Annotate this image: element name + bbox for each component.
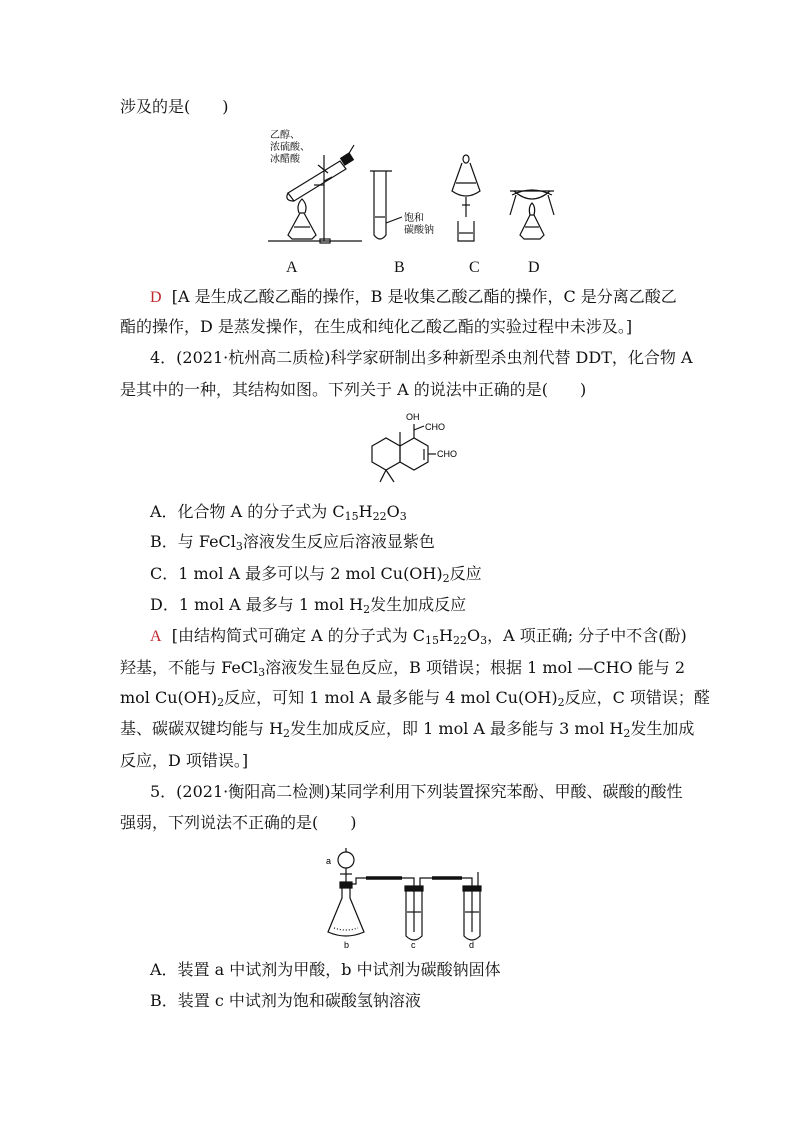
label-a: a — [326, 856, 332, 866]
q3-explanation-line-2: 酯的操作，D 是蒸发操作，在生成和纯化乙酸乙酯的实验过程中未涉及。] — [120, 317, 633, 336]
q3-stem-tail: 涉及的是( ) — [120, 97, 229, 116]
label-saturated-1: 饱和 — [404, 213, 424, 224]
q4-answer: A — [150, 628, 162, 645]
q4-explanation-line-2: 羟基，不能与 FeCl$_3$溶液发生显色反应，B 项错误；根据 1 mol —CHO 能与 2 — [120, 658, 686, 679]
q4-option-b: B．与 FeCl$_3$溶液发生反应后溶液显紫色 — [150, 532, 435, 553]
apparatus-figure-q5 — [322, 842, 502, 952]
struct-cho-top: CHO — [425, 422, 445, 432]
label-reagents-2: 浓硫酸、 — [270, 142, 310, 153]
label-d: d — [469, 940, 475, 950]
q4-explanation-line-3: mol $Cu(OH)_2$反应，可知 1 mol A 最多能与 4 mol $Cu(OH)_2$反应，C 项错误；醛 — [120, 688, 710, 709]
label-b: b — [344, 940, 350, 950]
q3-answer: D — [150, 289, 162, 306]
fig-letter-d: D — [528, 259, 540, 276]
q4-option-d: D．1 mol A 最多与 1 mol $H_2$发生加成反应 — [150, 595, 467, 616]
q4-stem-line-2: 是其中的一种，其结构如图。下列关于 A 的说法中正确的是( ) — [120, 380, 587, 399]
q5-stem-line-1: 5．(2021·衡阳高二检测)某同学利用下列装置探究苯酚、甲酸、碳酸的酸性 — [150, 782, 683, 801]
apparatus-figure-q3 — [262, 125, 562, 247]
q4-explanation-line-4: 基、碳碳双键均能与 $H_2$发生加成反应，即 1 mol A 最多能与 3 mol $H_2$发生加成 — [120, 719, 695, 740]
label-reagents-1: 乙醇、 — [270, 130, 300, 141]
q5-option-a: A．装置 a 中试剂为甲酸，b 中试剂为碳酸钠固体 — [150, 960, 501, 979]
label-saturated-2: 碳酸钠 — [404, 225, 434, 236]
fig-letter-a: A — [286, 259, 298, 276]
label-reagents-3: 冰醋酸 — [270, 154, 300, 165]
label-c: c — [411, 940, 416, 950]
struct-cho-right: CHO — [437, 449, 457, 459]
fig-letter-b: B — [394, 259, 405, 276]
q4-option-a: A．化合物 A 的分子式为 $C_{15}H_{22}O_3$ — [150, 502, 407, 523]
q4-explanation-line-1: A [由结构简式可确定 A 的分子式为 $C_{15}H_{22}O_3$，A 项正确; 分子中不含(酚) — [150, 626, 687, 647]
structure-figure-q4 — [362, 410, 472, 496]
fig-letter-c: C — [469, 259, 480, 276]
q5-stem-line-2: 强弱，下列说法不正确的是( ) — [120, 813, 357, 832]
q5-option-b: B．装置 c 中试剂为饱和碳酸氢钠溶液 — [150, 991, 421, 1010]
struct-oh: OH — [406, 412, 420, 422]
q3-explanation-line-1: D [A 是生成乙酸乙酯的操作，B 是收集乙酸乙酯的操作，C 是分离乙酸乙 — [150, 287, 677, 306]
q4-stem-line-1: 4．(2021·杭州高二质检)科学家研制出多种新型杀虫剂代替 DDT，化合物 A — [150, 348, 693, 367]
q4-option-c: C．1 mol A 最多可以与 2 mol $Cu(OH)_2$反应 — [150, 564, 482, 585]
q4-explanation-line-5: 反应，D 项错误。] — [120, 751, 249, 770]
